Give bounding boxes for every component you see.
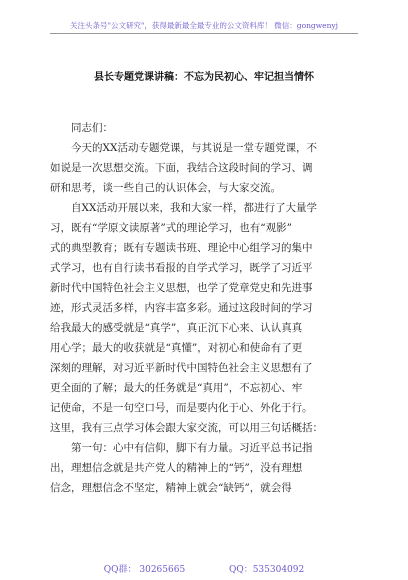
body-line: 自XX活动开展以来，我和大家一样，都进行了大量学 [71, 202, 317, 214]
body-line: 今天的XX活动专题党课，与其说是一堂专题党课，不 [71, 142, 317, 154]
body-line: 研和思考，谈一些自己的认识体会，与大家交流。 [50, 182, 281, 194]
body-line: 新时代中国特色社会主义思想，也学了党章党史和先进事 [50, 282, 313, 294]
body-line: 式学习，也有自行读书看报的自学式学习，既学了习近平 [50, 262, 313, 274]
body-line: 迹，形式灵活多样，内容丰富多彩。通过这段时间的学习 [50, 302, 313, 314]
body-line: 深刻的理解，对习近平新时代中国特色社会主义思想有了 [50, 362, 313, 374]
document-title: 县长专题党课讲稿：不忘为民初心、牢记担当情怀 [94, 72, 314, 83]
body-line: 第一句：心中有信仰，脚下有力量。习近平总书记指 [71, 442, 313, 454]
body-line: 用心学；最大的收获就是“真懂”，对初心和使命有了更 [50, 342, 303, 354]
footer-contact [0, 562, 408, 575]
body-line: 如说是一次思想交流。下面，我结合这段时间的学习、调 [50, 162, 313, 174]
body-line: 这里，我有三点学习体会跟大家交流，可以用三句话概括： [50, 422, 323, 434]
body-line: 信念，理想信念不坚定，精神上就会“缺钙”，就会得 [50, 482, 292, 494]
document-body [50, 118, 355, 498]
body-line: 同志们： [71, 122, 113, 134]
body-line: 习，既有“学原文读原著”式的理论学习，也有“观影” [50, 222, 292, 234]
body-line: 出，理想信念就是共产党人的精神上的“钙”，没有理想 [50, 462, 303, 474]
body-line: 更全面的了解；最大的任务就是“真用”，不忘初心、牢 [50, 382, 303, 394]
body-line: 给我最大的感受就是“真学”，真正沉下心来、认认真真 [50, 322, 303, 334]
header-divider [50, 33, 358, 34]
qq-group-number: QQ群： 30265665 [103, 565, 186, 575]
body-line: 式的典型教育；既有专题读书班、理论中心组学习的集中 [50, 242, 313, 254]
qq-number: QQ：535304092 [228, 565, 305, 575]
header-note: 关注头条号"公文研究"，获得最新最全最专业的公文资料库！ 微信：gongwenyj [70, 21, 338, 30]
body-line: 记使命，不是一句空口号，而是要内化于心、外化于行。 [50, 402, 313, 414]
